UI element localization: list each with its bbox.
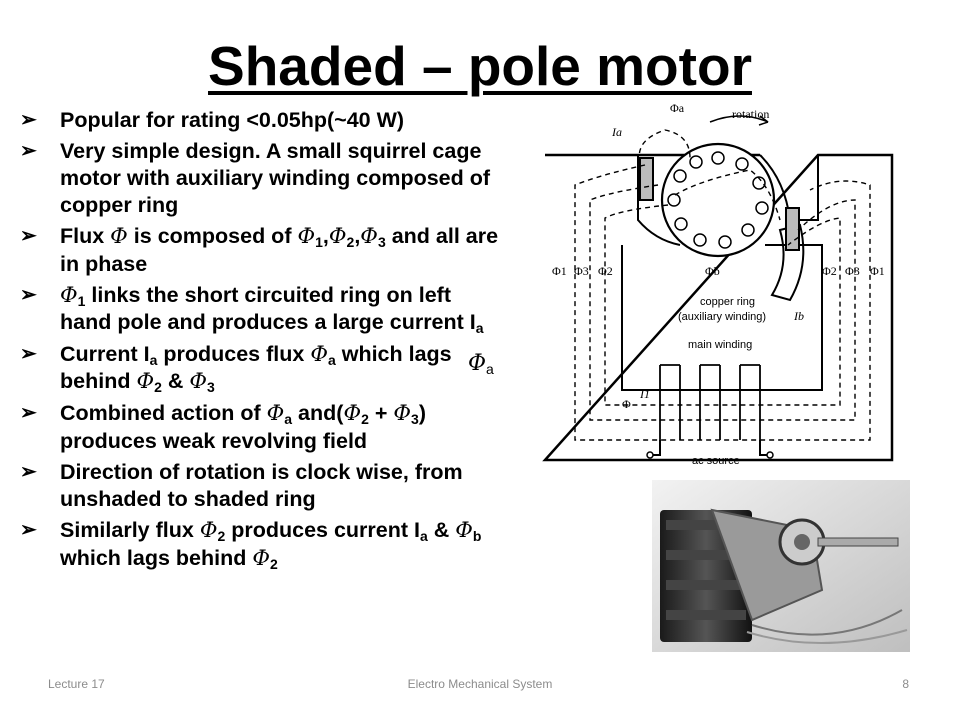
- bullet-item: ➢ Combined action of $\Phi_a$ $and(\Phi_2 + \Phi_3)$ produces weak revolving field: [20, 401, 426, 454]
- bullet-item: ➢ Current $I_a$ produces flux $\Phi_a$ which lags behind $\Phi_2$ & $\Phi_3$: [20, 341, 452, 396]
- svg-text:Ib: Ib: [794, 309, 804, 323]
- right-shading-ring: [786, 208, 799, 250]
- footer-course: Electro Mechanical System: [407, 677, 553, 691]
- svg-text:copper ring: copper ring: [700, 296, 756, 308]
- svg-text:main winding: main winding: [688, 339, 753, 351]
- svg-text:Φ: Φ: [622, 397, 631, 411]
- left-shading-ring: [640, 158, 653, 200]
- arrow-bullet-icon: ➢: [20, 402, 37, 425]
- main-winding-coil: [660, 365, 760, 440]
- bullet-item: ➢ Very simple design. A small squirrel cage motor with auxiliary winding composed of copper ring: [20, 139, 491, 217]
- footer-lecture: Lecture 17: [48, 677, 105, 691]
- svg-text:Φ3: Φ3: [574, 264, 589, 278]
- svg-text:(auxiliary winding): (auxiliary winding): [678, 311, 767, 323]
- rotor: [662, 144, 774, 256]
- arrow-bullet-icon: ➢: [20, 283, 37, 306]
- svg-text:Φ1: Φ1: [552, 264, 567, 278]
- slide-title: Shaded – pole motor: [208, 35, 752, 97]
- svg-text:Φ2: Φ2: [598, 264, 613, 278]
- bullet-item: ➢ Flux Φ is composed of $\Phi_1,\Phi_2,\Phi_3$ and all are in phase: [20, 223, 499, 276]
- bullet-list: [18, 107, 508, 577]
- motor-photo: [652, 480, 910, 652]
- svg-text:I1: I1: [640, 387, 650, 401]
- arrow-bullet-icon: ➢: [20, 342, 37, 365]
- phi-a-label: $\Phi_a$: [468, 351, 494, 377]
- svg-text:Φ2: Φ2: [822, 264, 837, 278]
- bullet-item: ➢ Popular for rating <0.05hp(~40 W): [20, 108, 405, 132]
- bullet-item: ➢ Similarly flux $\Phi_2$ produces current $I_a$ & $\Phi_b$ which lags behind $\Phi_2$: [20, 518, 482, 573]
- arrow-bullet-icon: ➢: [20, 224, 37, 247]
- svg-text:Φ1: Φ1: [870, 264, 885, 278]
- arrow-bullet-icon: ➢: [20, 109, 37, 131]
- svg-text:Ia: Ia: [612, 125, 622, 139]
- svg-text:Φb: Φb: [705, 264, 720, 278]
- arrow-bullet-icon: ➢: [20, 140, 37, 163]
- svg-text:Φa: Φa: [670, 101, 685, 115]
- footer-page-number: 8: [902, 677, 909, 691]
- svg-text:Φ3: Φ3: [845, 264, 860, 278]
- bullet-item: ➢ $\Phi_1$ links the short circuited ring on left hand pole and produces a large current $I_a$: [20, 282, 484, 337]
- svg-text:rotation: rotation: [732, 107, 770, 121]
- shaded-pole-motor-diagram: [540, 100, 900, 470]
- arrow-bullet-icon: ➢: [20, 461, 37, 484]
- arrow-bullet-icon: ➢: [20, 519, 37, 542]
- ac-source-leads: [652, 440, 768, 455]
- bullet-item: ➢ Direction of rotation is clock wise, from unshaded to shaded ring: [20, 460, 463, 512]
- svg-text:ac source: ac source: [692, 455, 740, 467]
